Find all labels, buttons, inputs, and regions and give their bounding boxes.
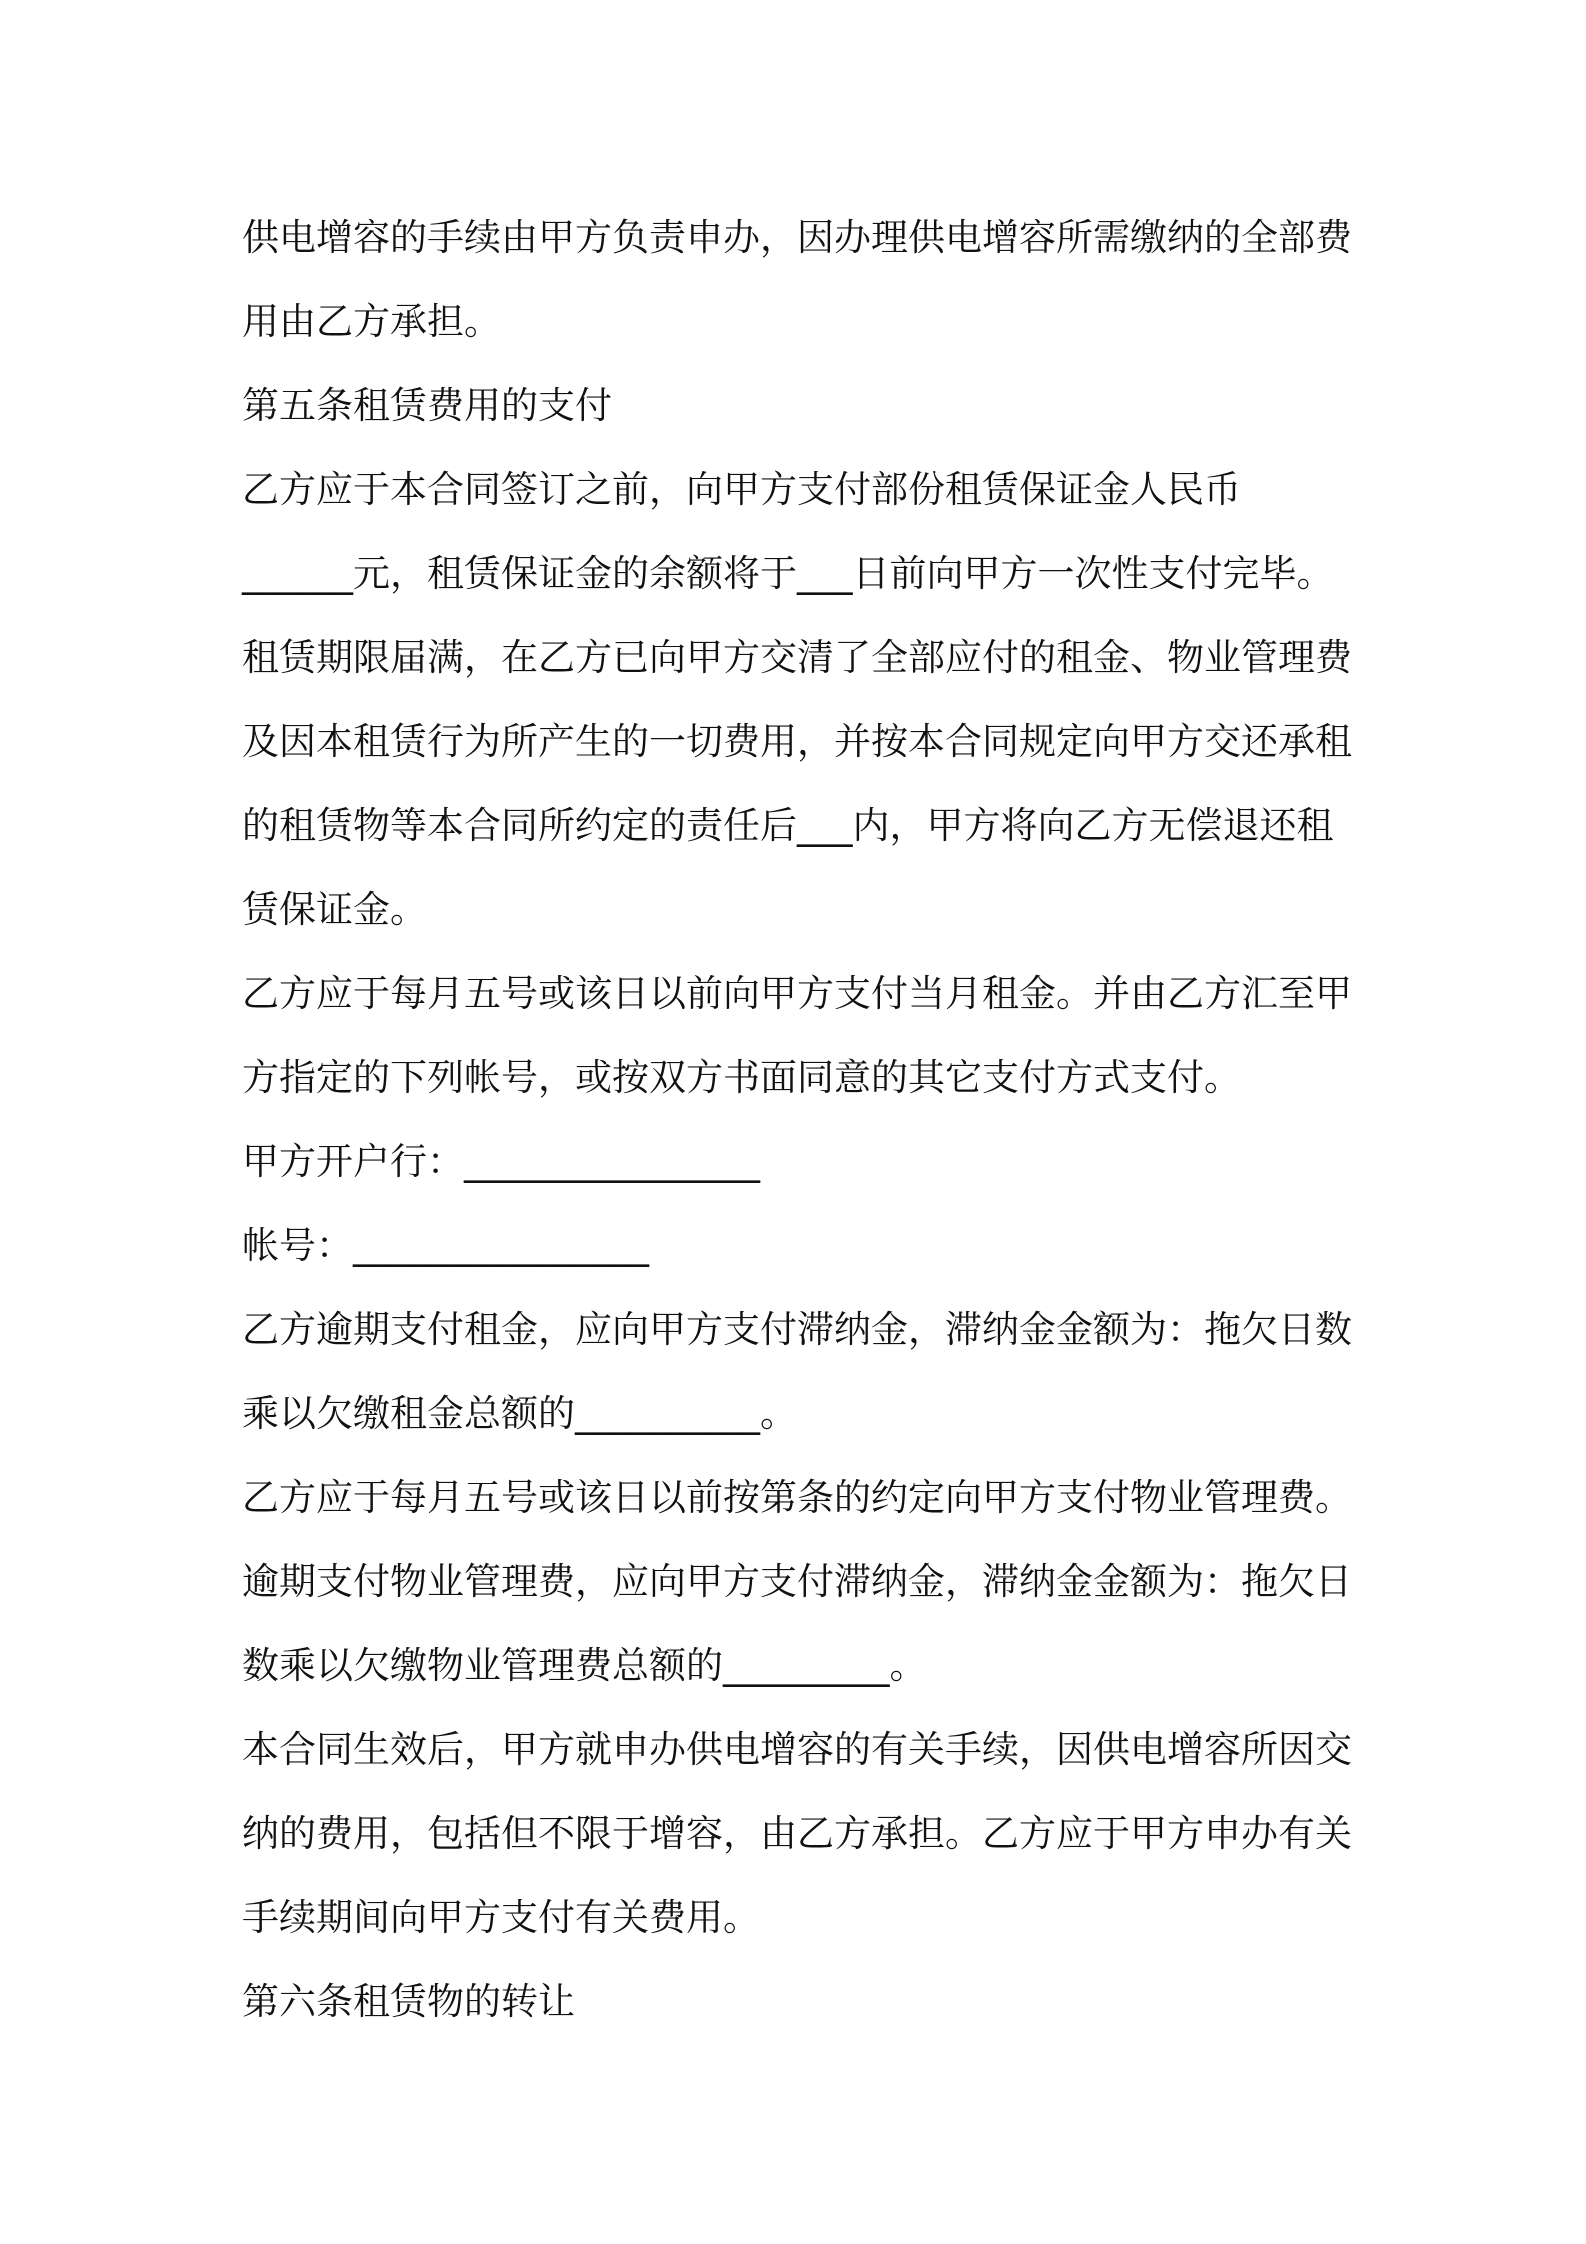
text-line-9: 赁保证金。 [242, 888, 427, 931]
text-line-10: 乙方应于每月五号或该日以前向甲方支付当月租金。并由乙方汇至甲 [242, 972, 1352, 1015]
text-line-15: 乘以欠缴租金总额的__________。 [242, 1392, 797, 1435]
text-line-14: 乙方逾期支付租金，应向甲方支付滞纳金，滞纳金金额为：拖欠日数 [242, 1308, 1352, 1351]
text-line-7: 及因本租赁行为所产生的一切费用，并按本合同规定向甲方交还承租 [242, 720, 1352, 763]
text-line-21: 手续期间向甲方支付有关费用。 [242, 1896, 760, 1939]
account-field-line: 帐号：________________ [242, 1224, 649, 1267]
text-line-2: 用由乙方承担。 [242, 300, 501, 343]
section-heading-6: 第六条租赁物的转让 [242, 1980, 575, 2023]
text-line-17: 逾期支付物业管理费，应向甲方支付滞纳金，滞纳金金额为：拖欠日 [242, 1560, 1352, 1603]
text-line-11: 方指定的下列帐号，或按双方书面同意的其它支付方式支付。 [242, 1056, 1241, 1099]
bank-field-line: 甲方开户行：________________ [242, 1140, 760, 1183]
text-line-6: 租赁期限届满，在乙方已向甲方交清了全部应付的租金、物业管理费 [242, 636, 1352, 679]
text-line-20: 纳的费用，包括但不限于增容，由乙方承担。乙方应于甲方申办有关 [242, 1812, 1352, 1855]
section-heading-5: 第五条租赁费用的支付 [242, 384, 612, 427]
text-line-18: 数乘以欠缴物业管理费总额的_________。 [242, 1644, 927, 1687]
document-body [242, 196, 1362, 2044]
text-line-5: ______元，租赁保证金的余额将于___日前向甲方一次性支付完毕。 [242, 552, 1334, 595]
text-line-1: 供电增容的手续由甲方负责申办，因办理供电增容所需缴纳的全部费 [242, 216, 1352, 259]
text-line-16: 乙方应于每月五号或该日以前按第条的约定向甲方支付物业管理费。 [242, 1476, 1352, 1519]
text-line-8: 的租赁物等本合同所约定的责任后___内，甲方将向乙方无偿退还租 [242, 804, 1334, 847]
text-line-4: 乙方应于本合同签订之前，向甲方支付部份租赁保证金人民币 [242, 468, 1241, 511]
text-line-19: 本合同生效后，甲方就申办供电增容的有关手续，因供电增容所因交 [242, 1728, 1352, 1771]
